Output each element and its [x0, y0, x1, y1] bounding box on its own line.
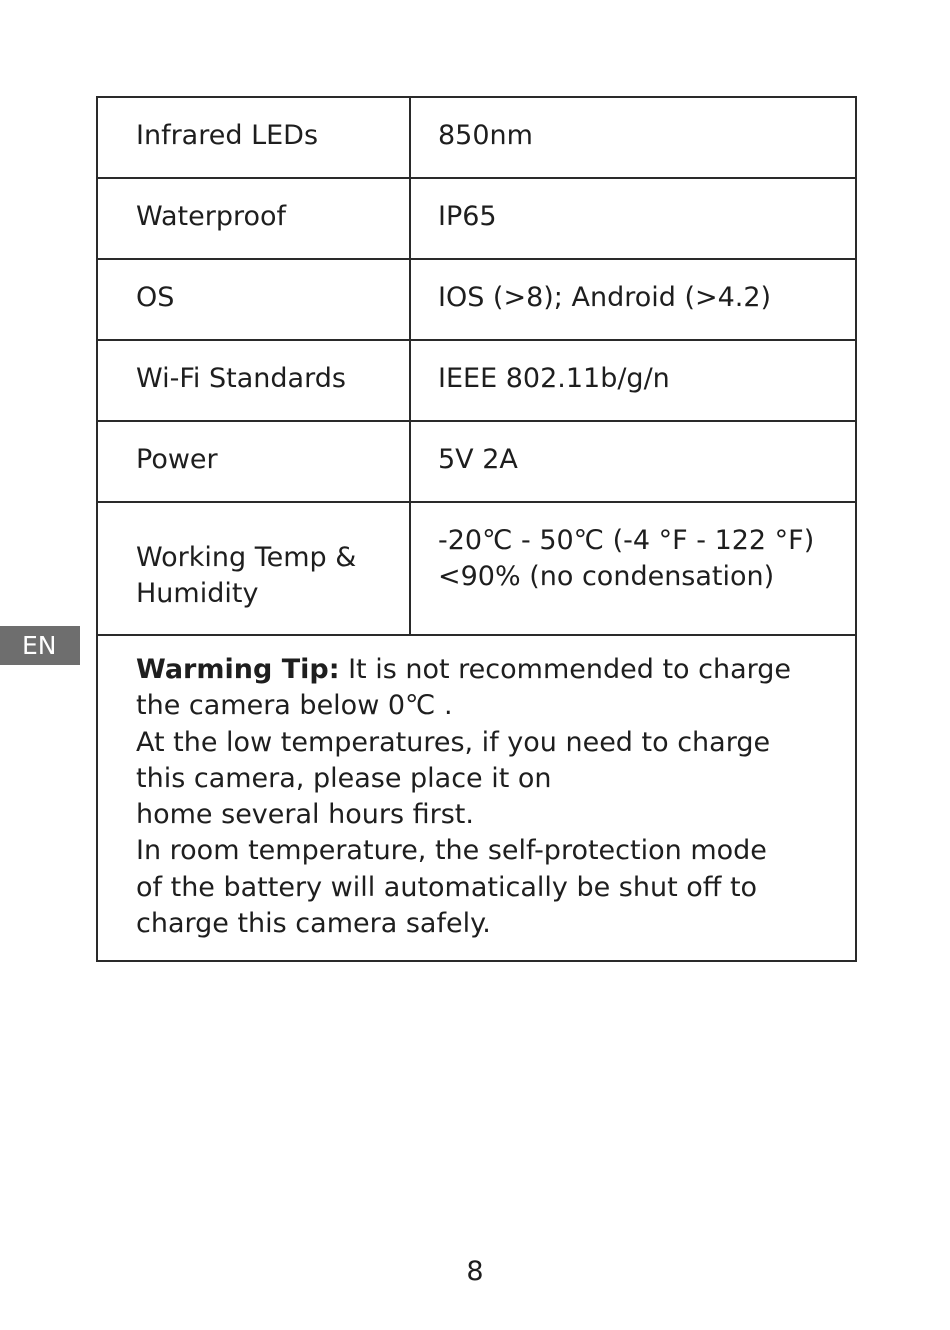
spec-label: Wi-Fi Standards: [98, 341, 411, 420]
page-number: 8: [466, 1256, 484, 1287]
working-temp-label-line1: Working Temp &: [136, 541, 357, 573]
spec-table: [96, 96, 857, 962]
spec-value: IEEE 802.11b/g/n: [438, 362, 670, 394]
spec-row-working-temp: [98, 503, 855, 636]
warming-tip: [98, 636, 855, 960]
spec-value: IOS (>8); Android (>4.2): [438, 281, 772, 313]
spec-label: Power: [98, 422, 411, 501]
tip-line-2: the camera below 0℃ .: [136, 690, 453, 722]
tip-line-8: charge this camera safely.: [136, 908, 491, 940]
tip-label: Warming Tip:: [136, 654, 340, 685]
tip-line-7: of the battery will automatically be shut off to: [136, 871, 758, 903]
spec-row-wifi: [98, 341, 855, 422]
spec-row-power: [98, 422, 855, 503]
tip-line-5: home several hours first.: [136, 799, 474, 831]
spec-row-os: [98, 260, 855, 341]
spec-label: [98, 503, 411, 634]
tip-line-3: At the low temperatures, if you need to charge: [136, 726, 771, 758]
spec-label: Infrared LEDs: [98, 98, 411, 177]
spec-value: [411, 503, 855, 634]
spec-label: OS: [98, 260, 411, 339]
spec-value: 850nm: [438, 119, 533, 151]
tip-line-6: In room temperature, the self-protection mode: [136, 835, 767, 867]
spec-value: IP65: [438, 200, 497, 232]
tip-line-1: [136, 652, 825, 688]
spec-row-waterproof: [98, 179, 855, 260]
working-temp-value-line2: <90% (no condensation): [438, 560, 775, 592]
tip-line1-text: It is not recommended to charge: [339, 654, 792, 685]
working-temp-label-line2: Humidity: [136, 577, 259, 609]
spec-row-infrared: [98, 98, 855, 179]
spec-value: 5V 2A: [438, 443, 518, 475]
working-temp-value-line1: -20℃ - 50℃ (-4 °F - 122 °F): [438, 524, 815, 556]
spec-label: Waterproof: [98, 179, 411, 258]
language-tab: EN: [0, 626, 80, 665]
tip-line-4: this camera, please place it on: [136, 762, 552, 794]
